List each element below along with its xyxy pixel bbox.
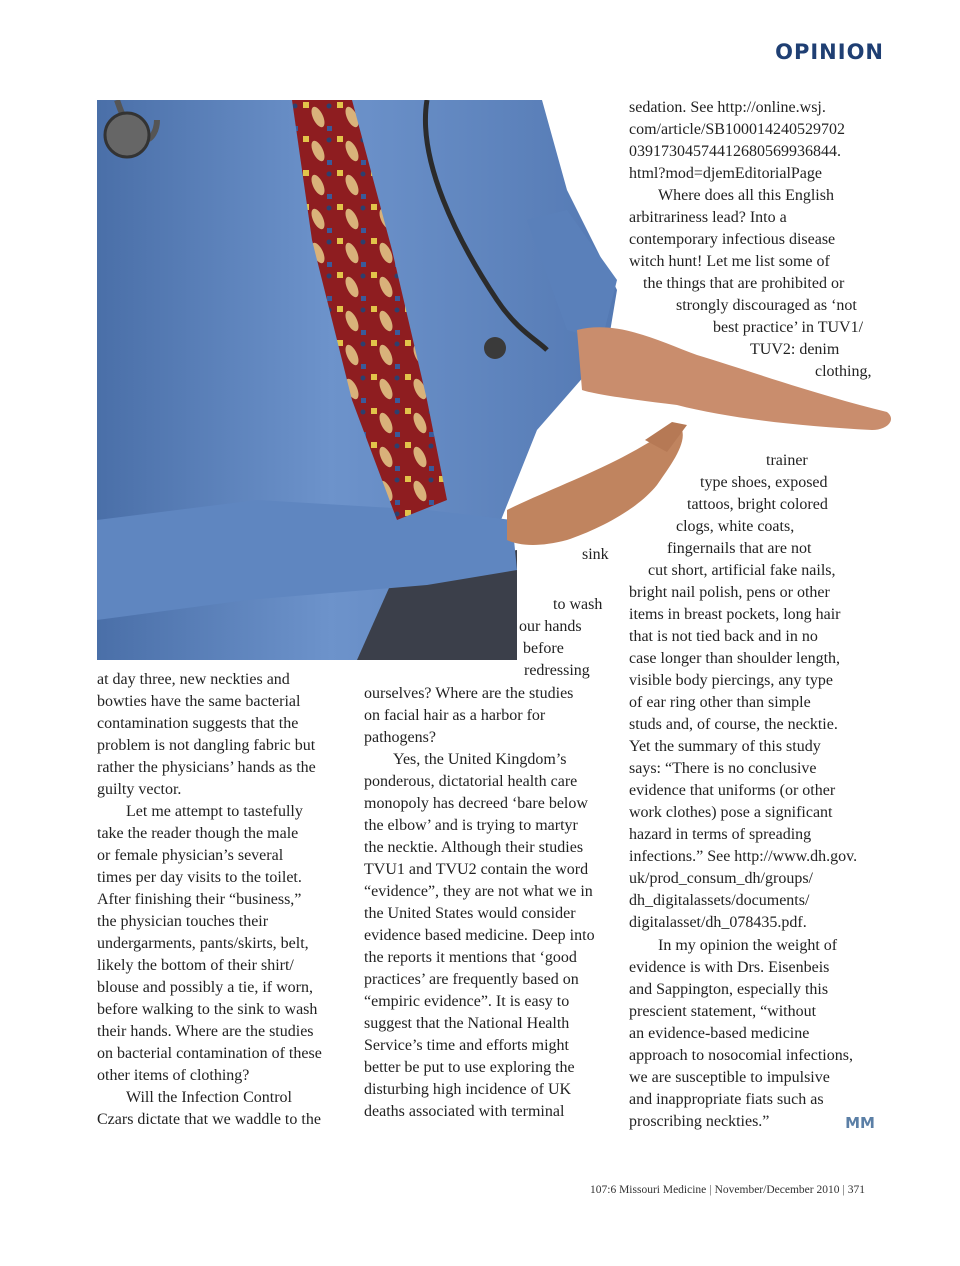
col2-line: deaths associated with terminal (364, 1103, 565, 1120)
col3-line: tattoos, bright colored (687, 496, 828, 513)
col2-line: “evidence”, they are not what we in (364, 883, 593, 900)
col2-line: “empiric evidence”. It is easy to (364, 993, 570, 1010)
footer-separator: | (842, 1184, 845, 1196)
col2-line: the United States would consider (364, 905, 576, 922)
col2-line: the elbow’ and is trying to martyr (364, 817, 578, 834)
col3-line: bright nail polish, pens or other (629, 584, 830, 601)
col3-line: Where does all this English (658, 187, 834, 204)
col3-line: an evidence-based medicine (629, 1025, 810, 1042)
page-number: 371 (847, 1184, 866, 1196)
col3-line: dh_digitalassets/documents/ (629, 892, 810, 909)
col3-line: approach to nosocomial infections, (629, 1047, 853, 1064)
col3-line: sedation. See http://online.wsj. (629, 99, 826, 116)
col3-line: studs and, of course, the necktie. (629, 716, 838, 733)
section-label: OPINION (775, 40, 884, 64)
col3-line: case longer than shoulder length, (629, 650, 841, 667)
col3-line: work clothes) pose a significant (629, 804, 833, 821)
col3-line: 03917304574412680569936844. (629, 143, 841, 160)
col3-line: hazard in terms of spreading (629, 826, 812, 843)
col1-line: guilty vector. (97, 781, 182, 798)
col1-line: bowties have the same bacterial (97, 693, 301, 710)
col3-line: best practice’ in TUV1/ (713, 319, 864, 336)
col3-line: strongly discouraged as ‘not (676, 297, 857, 314)
col2-line: ponderous, dictatorial health care (364, 773, 578, 790)
col2-line: on facial hair as a harbor for (364, 707, 546, 724)
col3-line: arbitrariness lead? Into a (629, 209, 787, 226)
col1-line: times per day visits to the toilet. (97, 869, 302, 886)
footer-issue: 107:6 Missouri Medicine (590, 1184, 707, 1196)
col2-line: redressing (524, 662, 590, 679)
col2-line: our hands (519, 618, 582, 635)
col2-line: the reports it mentions that ‘good (364, 949, 577, 966)
col3-line: TUV2: denim (750, 341, 840, 358)
col1-line: contamination suggests that the (97, 715, 299, 732)
col3-line: of ear ring other than simple (629, 694, 811, 711)
col1-line: before walking to the sink to wash (97, 1001, 318, 1018)
col3-line: prescient statement, “without (629, 1003, 817, 1020)
col1-line: likely the bottom of their shirt/ (97, 957, 294, 974)
col2-line: Yes, the United Kingdom’s (393, 751, 567, 768)
col1-line: blouse and possibly a tie, if worn, (97, 979, 313, 996)
col1-line: After finishing their “business,” (97, 891, 302, 908)
col1-line: Let me attempt to tastefully (126, 803, 303, 820)
col2-line: pathogens? (364, 729, 436, 746)
col1-line: their hands. Where are the studies (97, 1023, 314, 1040)
col1-line: rather the physicians’ hands as the (97, 759, 316, 776)
col1-line: problem is not dangling fabric but (97, 737, 316, 754)
col1-line: undergarments, pants/skirts, belt, (97, 935, 309, 952)
col3-line: infections.” See http://www.dh.gov. (629, 848, 858, 865)
col2-line: before (523, 640, 564, 657)
col3-line: we are susceptible to impulsive (629, 1069, 830, 1086)
footer-separator: | (709, 1184, 712, 1196)
col3-line: the things that are prohibited or (643, 275, 845, 292)
col3-line: uk/prod_consum_dh/groups/ (629, 870, 813, 887)
mm-logo (838, 1114, 882, 1132)
col3-line: Yet the summary of this study (629, 738, 821, 755)
col3-line: and inappropriate fiats such as (629, 1091, 824, 1108)
col3-line: type shoes, exposed (700, 474, 828, 491)
col1-line: or female physician’s several (97, 847, 284, 864)
col2-line: suggest that the National Health (364, 1015, 570, 1032)
col2-line: better be put to use exploring the (364, 1059, 575, 1076)
col1-line: Czars dictate that we waddle to the (97, 1111, 321, 1128)
col2-line: practices’ are frequently based on (364, 971, 579, 988)
col3-line: evidence that uniforms (or other (629, 782, 836, 799)
col3-line: trainer (766, 452, 808, 469)
col3-line: items in breast pockets, long hair (629, 606, 841, 623)
col1-line: the physician touches their (97, 913, 269, 930)
col2-line: evidence based medicine. Deep into (364, 927, 595, 944)
col2-line: TVU1 and TVU2 contain the word (364, 861, 589, 878)
col2-line: sink (582, 546, 609, 563)
col3-line: clothing, (815, 363, 872, 380)
col3-line: evidence is with Drs. Eisenbeis (629, 959, 830, 976)
col1-line: on bacterial contamination of these (97, 1045, 322, 1062)
col3-line: that is not tied back and in no (629, 628, 818, 645)
col2-line: monopoly has decreed ‘bare below (364, 795, 588, 812)
col3-line: fingernails that are not (667, 540, 812, 557)
col3-line: com/article/SB100014240529702 (629, 121, 845, 138)
col3-line: clogs, white coats, (676, 518, 795, 535)
col2-line: ourselves? Where are the studies (364, 685, 574, 702)
col3-line: and Sappington, especially this (629, 981, 829, 998)
col3-line: visible body piercings, any type (629, 672, 833, 689)
col3-line: proscribing neckties.” (629, 1113, 770, 1130)
col3-line: says: “There is no conclusive (629, 760, 817, 777)
col3-line: witch hunt! Let me list some of (629, 253, 830, 270)
mm-logo-text: MM (845, 1114, 875, 1132)
col2-line: Service’s time and efforts might (364, 1037, 569, 1054)
col3-line: digitalasset/dh_078435.pdf. (629, 914, 807, 931)
col1-line: Will the Infection Control (126, 1089, 292, 1106)
col1-line: take the reader though the male (97, 825, 299, 842)
col3-line: contemporary infectious disease (629, 231, 836, 248)
col1-line: at day three, new neckties and (97, 671, 290, 688)
col3-line: In my opinion the weight of (658, 937, 838, 954)
col2-line: the necktie. Although their studies (364, 839, 584, 856)
col2-line: disturbing high incidence of UK (364, 1081, 572, 1098)
col1-line: other items of clothing? (97, 1067, 250, 1084)
page-footer (590, 1184, 882, 1196)
col3-line: cut short, artificial fake nails, (648, 562, 836, 579)
col2-line: to wash (553, 596, 603, 613)
col3-line: html?mod=djemEditorialPage (629, 165, 822, 182)
footer-date: November/December 2010 (714, 1184, 840, 1196)
